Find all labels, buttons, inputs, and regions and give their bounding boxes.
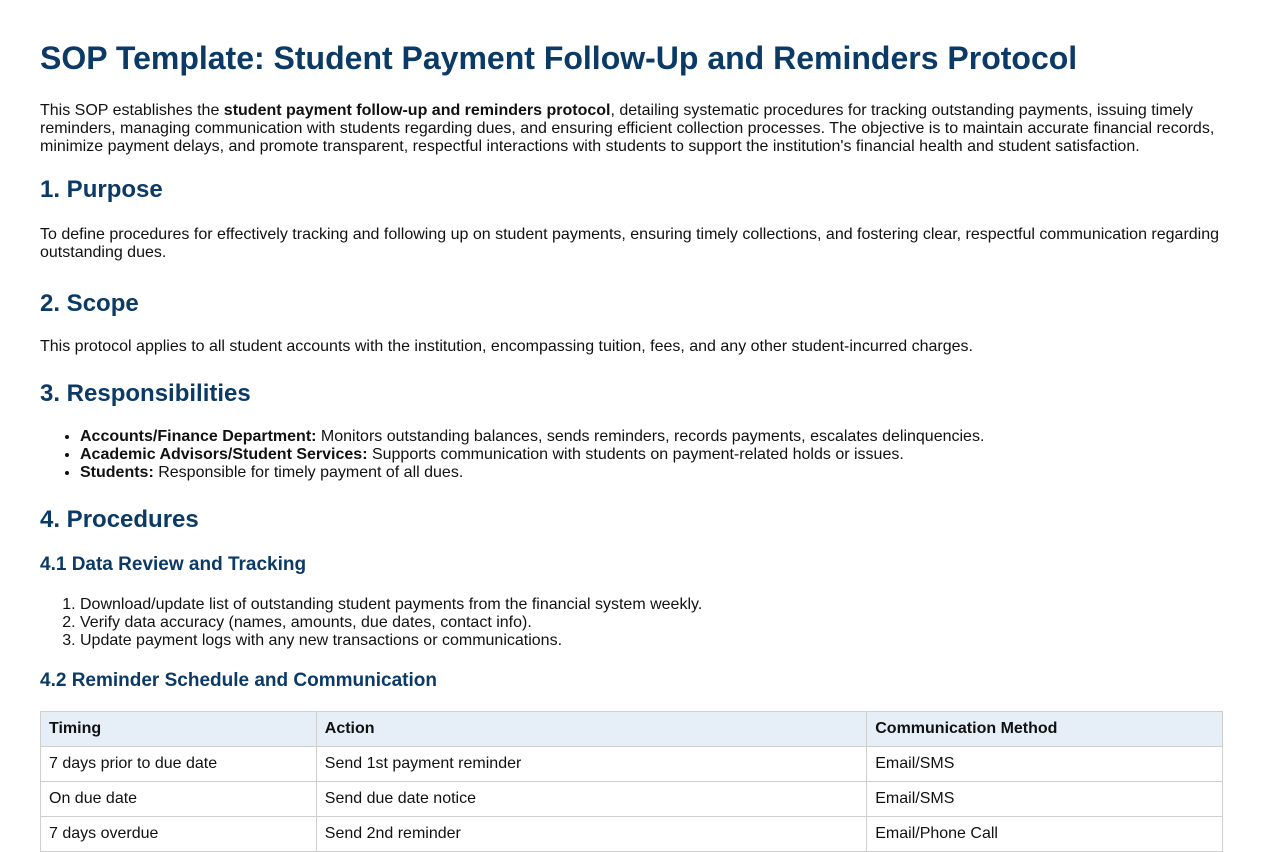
intro-text-bold: student payment follow-up and reminders protocol <box>223 102 611 119</box>
table-row <box>41 817 1223 852</box>
intro-paragraph <box>40 102 1223 156</box>
cell-timing: On due date <box>41 782 317 817</box>
role-label: Students: <box>80 464 154 481</box>
data-review-steps <box>40 596 1223 650</box>
table-header-row <box>41 712 1223 747</box>
cell-action: Send due date notice <box>316 782 866 817</box>
intro-text-end: , detailing systematic procedures for tracking outstanding payments, issuing timely reminders, managing communication with students regarding dues, and ensuring efficient collection processes. The objective is to maintain accurate financial records, minimize payment delays, and promote transparent, respectful interactions with students to support the institution's financial health and student satisfaction. <box>40 102 1215 155</box>
cell-method: Email/SMS <box>867 782 1223 817</box>
purpose-heading: 1. Purpose <box>40 176 163 203</box>
purpose-text: To define procedures for effectively tracking and following up on student payments, ensuring timely collections, and fostering clear, respectful communication regarding outstanding dues. <box>40 226 1220 261</box>
list-item: 3. Update payment logs with any new transactions or communications. <box>80 632 1223 650</box>
column-header-method: Communication Method <box>867 712 1223 747</box>
reminder-schedule-table <box>40 711 1223 852</box>
intro-text-start: This SOP establishes the <box>40 102 224 119</box>
role-description: Monitors outstanding balances, sends reminders, records payments, escalates delinquencies. <box>316 428 985 445</box>
cell-method: Email/Phone Call <box>867 817 1223 852</box>
column-header-action: Action <box>316 712 866 747</box>
list-item <box>80 446 1223 464</box>
cell-method: Email/SMS <box>867 747 1223 782</box>
table-row <box>41 747 1223 782</box>
reminder-schedule-heading: 4.2 Reminder Schedule and Communication <box>40 670 437 691</box>
cell-action: Send 1st payment reminder <box>316 747 866 782</box>
procedures-heading: 4. Procedures <box>40 506 199 533</box>
role-label: Accounts/Finance Department: <box>80 428 317 445</box>
list-item: 2. Verify data accuracy (names, amounts, due dates, contact info). <box>80 614 1223 632</box>
responsibilities-list <box>40 428 1223 482</box>
role-description: Responsible for timely payment of all dues. <box>153 464 464 481</box>
list-item <box>80 464 1223 482</box>
cell-action: Send 2nd reminder <box>316 817 866 852</box>
data-review-heading: 4.1 Data Review and Tracking <box>40 554 307 575</box>
scope-text: This protocol applies to all student accounts with the institution, encompassing tuition, fees, and any other student-incurred charges. <box>40 338 973 355</box>
cell-timing: 7 days overdue <box>41 817 317 852</box>
page-title: SOP Template: Student Payment Follow-Up and Reminders Protocol <box>40 40 1078 76</box>
column-header-timing: Timing <box>41 712 317 747</box>
table-row <box>41 782 1223 817</box>
cell-timing: 7 days prior to due date <box>41 747 317 782</box>
role-description: Supports communication with students on payment-related holds or issues. <box>367 446 904 463</box>
scope-heading: 2. Scope <box>40 290 139 317</box>
role-label: Academic Advisors/Student Services: <box>80 446 368 463</box>
list-item: 1. Download/update list of outstanding student payments from the financial system weekly. <box>80 596 1223 614</box>
list-item <box>80 428 1223 446</box>
responsibilities-heading: 3. Responsibilities <box>40 380 251 407</box>
